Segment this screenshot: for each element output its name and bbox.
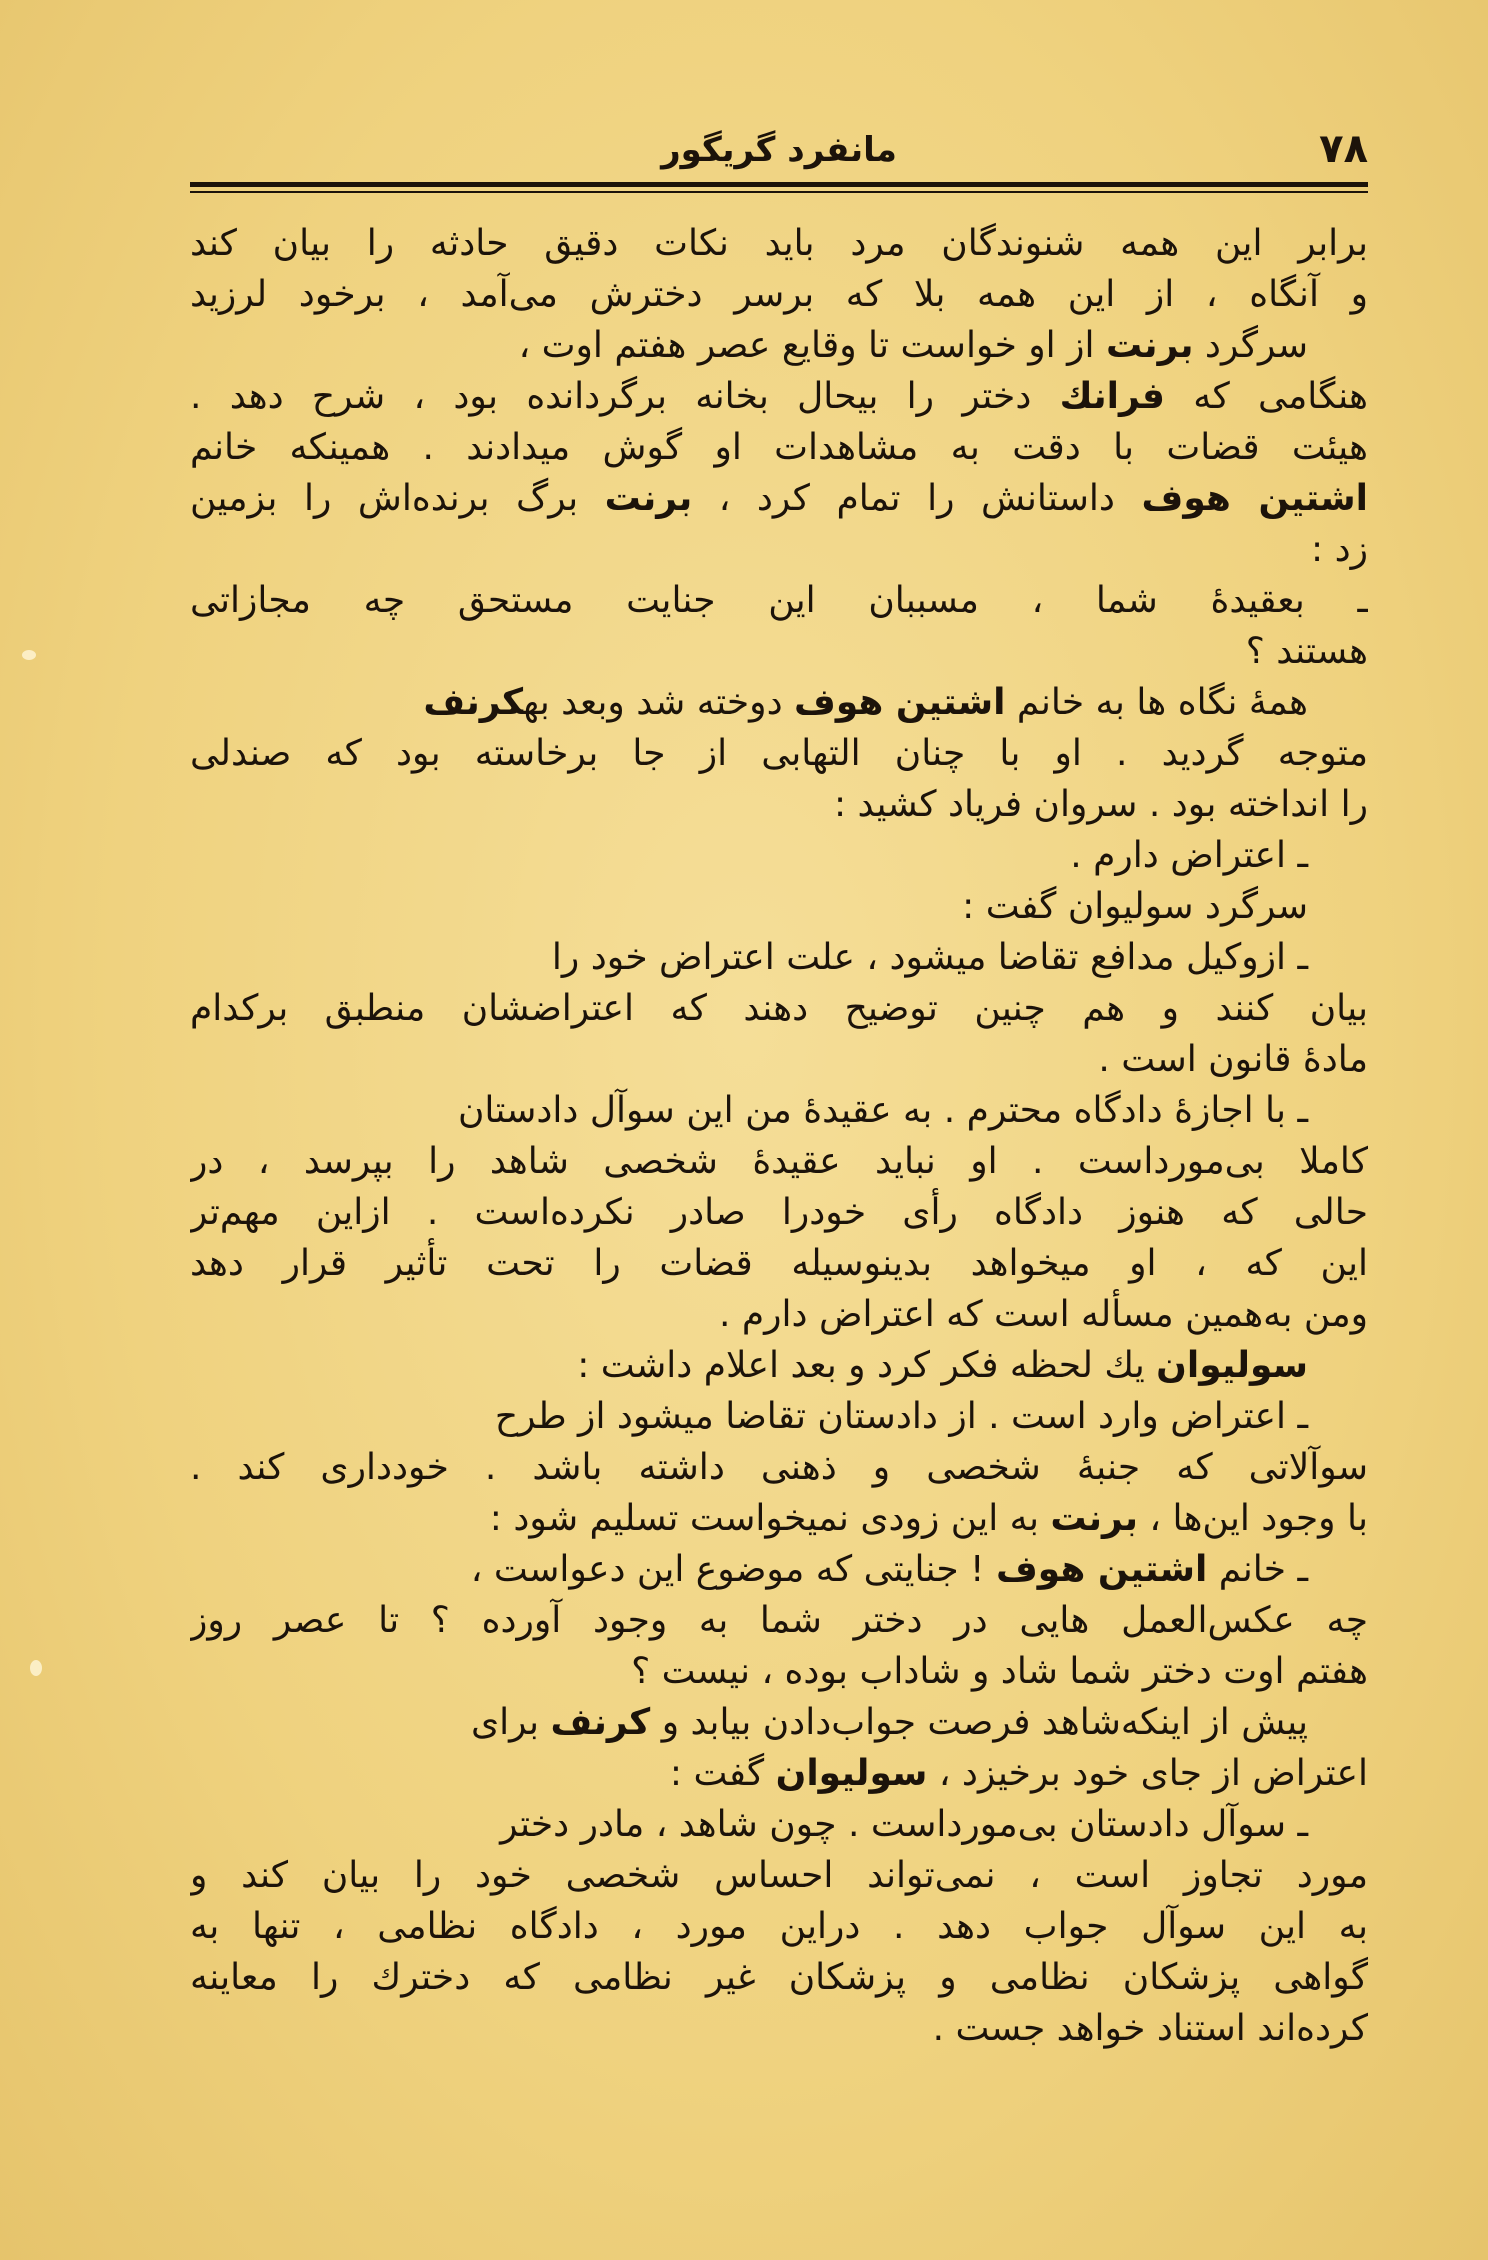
text-line: [190, 1646, 1368, 1697]
text-segment: پیش از اینکه‌شاهد فرصت جواب‌دادن بیابد و: [650, 1702, 1308, 1743]
bold-name: سولیوان: [1156, 1345, 1308, 1386]
text-line: [190, 1442, 1368, 1493]
text-line: [190, 524, 1368, 575]
text-line: [190, 473, 1368, 524]
text-line: [190, 932, 1368, 983]
text-line: [190, 677, 1368, 728]
text-segment: داستانش را تمام کرد ،: [692, 478, 1142, 519]
bold-name: سولیوان: [775, 1753, 928, 1794]
text-line: [190, 218, 1368, 269]
text-segment: اعتراض از جای خود برخیزد ،: [927, 1753, 1368, 1794]
bold-name: فرانك: [1059, 376, 1165, 417]
text-segment: با وجود این‌ها ،: [1137, 1498, 1368, 1539]
text-line: [190, 1799, 1368, 1850]
text-segment: و آنگاه ، از این همه بلا که برسر دخترش می‌آمد ، برخود لرزید: [190, 274, 1368, 315]
text-segment: ـ خانم: [1207, 1549, 1308, 1590]
body-text: [190, 218, 1368, 2054]
text-line: [190, 1544, 1368, 1595]
page-header: [190, 120, 1368, 180]
text-line: [190, 1187, 1368, 1238]
text-segment: ـ با اجازهٔ دادگاه محترم . به عقیدهٔ من این سوآل دادستان: [457, 1090, 1308, 1131]
text-line: [190, 422, 1368, 473]
text-line: [190, 269, 1368, 320]
text-segment: یك لحظه فکر کرد و بعد اعلام داشت :: [577, 1345, 1157, 1386]
text-segment: ـ سوآل دادستان بی‌مورداست . چون شاهد ، مادر دختر: [500, 1804, 1308, 1845]
text-segment: ـ بعقیدهٔ شما ، مسببان این جنایت مستحق چه مجازاتی: [190, 580, 1368, 621]
text-line: [190, 1085, 1368, 1136]
text-segment: مادهٔ قانون است .: [1098, 1039, 1368, 1080]
text-segment: ـ ازوکیل مدافع تقاضا میشود ، علت اعتراض خود را: [551, 937, 1308, 978]
text-line: [190, 1850, 1368, 1901]
page-number: ۷۸: [1319, 126, 1368, 172]
text-segment: هفتم اوت دختر شما شاد و شاداب بوده ، نیست ؟: [631, 1651, 1368, 1692]
paper-blemish: [30, 1660, 42, 1676]
text-segment: ! جنایتی که موضوع این دعواست ،: [470, 1549, 996, 1590]
text-line: [190, 575, 1368, 626]
text-segment: مورد تجاوز است ، نمی‌تواند احساس شخصی خود را بیان کند و: [190, 1855, 1368, 1896]
text-segment: سرگرد سولیوان گفت :: [962, 886, 1308, 927]
text-segment: برابر این همه شنوندگان مرد باید نکات دقیق حادثه را بیان کند: [190, 223, 1368, 264]
text-line: [190, 1901, 1368, 1952]
text-segment: هیئت قضات با دقت به مشاهدات او گوش میدادند . همینکه خانم: [190, 427, 1368, 468]
text-segment: برگ برنده‌اش را بزمین: [190, 478, 605, 519]
text-segment: چه عکس‌العمل هایی در دختر شما به وجود آورده ؟ تا عصر روز: [190, 1600, 1368, 1641]
paper-blemish: [22, 650, 36, 660]
text-line: [190, 830, 1368, 881]
bold-name: کرنف: [423, 682, 524, 723]
text-segment: را انداخته بود . سروان فریاد کشید :: [833, 784, 1368, 825]
text-line: [190, 1952, 1368, 2003]
text-line: [190, 1340, 1368, 1391]
bold-name: کرنف: [550, 1702, 651, 1743]
text-segment: از او خواست تا وقایع عصر هفتم اوت ،: [518, 325, 1106, 366]
text-line: [190, 320, 1368, 371]
text-line: [190, 1391, 1368, 1442]
text-line: [190, 1136, 1368, 1187]
text-line: [190, 1697, 1368, 1748]
text-segment: این که ، او میخواهد بدینوسیله قضات را تحت تأثیر قرار دهد: [190, 1243, 1368, 1284]
text-line: [190, 881, 1368, 932]
header-rule-thin: [190, 191, 1368, 193]
bold-name: برنت: [1105, 325, 1194, 366]
text-segment: سوآلاتی که جنبهٔ شخصی و ذهنی داشته باشد . خودداری کند .: [190, 1447, 1368, 1488]
text-segment: گواهی پزشکان نظامی و پزشکان غیر نظامی که دخترك را معاینه: [190, 1957, 1368, 1998]
text-segment: ـ اعتراض دارم .: [1070, 835, 1308, 876]
text-segment: دوخته شد وبعد به: [523, 682, 795, 723]
text-segment: به این سوآل جواب دهد . دراین مورد ، دادگاه نظامی ، تنها به: [190, 1906, 1368, 1947]
text-segment: کاملا بی‌مورداست . او نباید عقیدهٔ شخصی شاهد را بپرسد ، در: [190, 1141, 1368, 1182]
text-line: [190, 983, 1368, 1034]
text-segment: دختر را بیحال بخانه برگردانده بود ، شرح دهد .: [190, 376, 1060, 417]
text-segment: سرگرد: [1193, 325, 1308, 366]
text-line: [190, 2003, 1368, 2054]
text-line: [190, 1238, 1368, 1289]
text-segment: متوجه گردید . او با چنان التهابی از جا برخاسته بود که صندلی: [190, 733, 1368, 774]
text-line: [190, 779, 1368, 830]
bold-name: اشتین هوف: [995, 1549, 1208, 1590]
bold-name: برنت: [1050, 1498, 1138, 1539]
text-segment: گفت :: [669, 1753, 776, 1794]
text-segment: بیان کنند و هم چنین توضیح دهند که اعتراضشان منطبق برکدام: [190, 988, 1368, 1029]
text-segment: کرده‌اند استناد خواهد جست .: [932, 2008, 1368, 2049]
bold-name: اشتین هوف: [1141, 478, 1368, 519]
running-title: مانفرد گریگور: [661, 130, 897, 170]
text-segment: به این زودی نمیخواست تسلیم شود :: [489, 1498, 1051, 1539]
text-segment: همهٔ نگاه ها به خانم: [1005, 682, 1308, 723]
text-segment: برای: [471, 1702, 551, 1743]
text-line: [190, 728, 1368, 779]
text-line: [190, 1595, 1368, 1646]
text-line: [190, 626, 1368, 677]
text-line: [190, 1289, 1368, 1340]
text-segment: هستند ؟: [1245, 631, 1368, 672]
text-line: [190, 1748, 1368, 1799]
text-line: [190, 1034, 1368, 1085]
text-line: [190, 371, 1368, 422]
text-segment: ـ اعتراض وارد است . از دادستان تقاضا میشود از طرح: [494, 1396, 1308, 1437]
text-segment: حالی که هنوز دادگاه رأی خودرا صادر نکرده‌است . ازاین مهم‌تر: [190, 1192, 1368, 1233]
header-rule-thick: [190, 182, 1368, 187]
text-segment: هنگامی که: [1165, 376, 1368, 417]
bold-name: برنت: [604, 478, 693, 519]
text-segment: ومن به‌همین مسأله است که اعتراض دارم .: [718, 1294, 1368, 1335]
text-line: [190, 1493, 1368, 1544]
text-segment: زد :: [1311, 529, 1368, 570]
bold-name: اشتین هوف: [794, 682, 1006, 723]
